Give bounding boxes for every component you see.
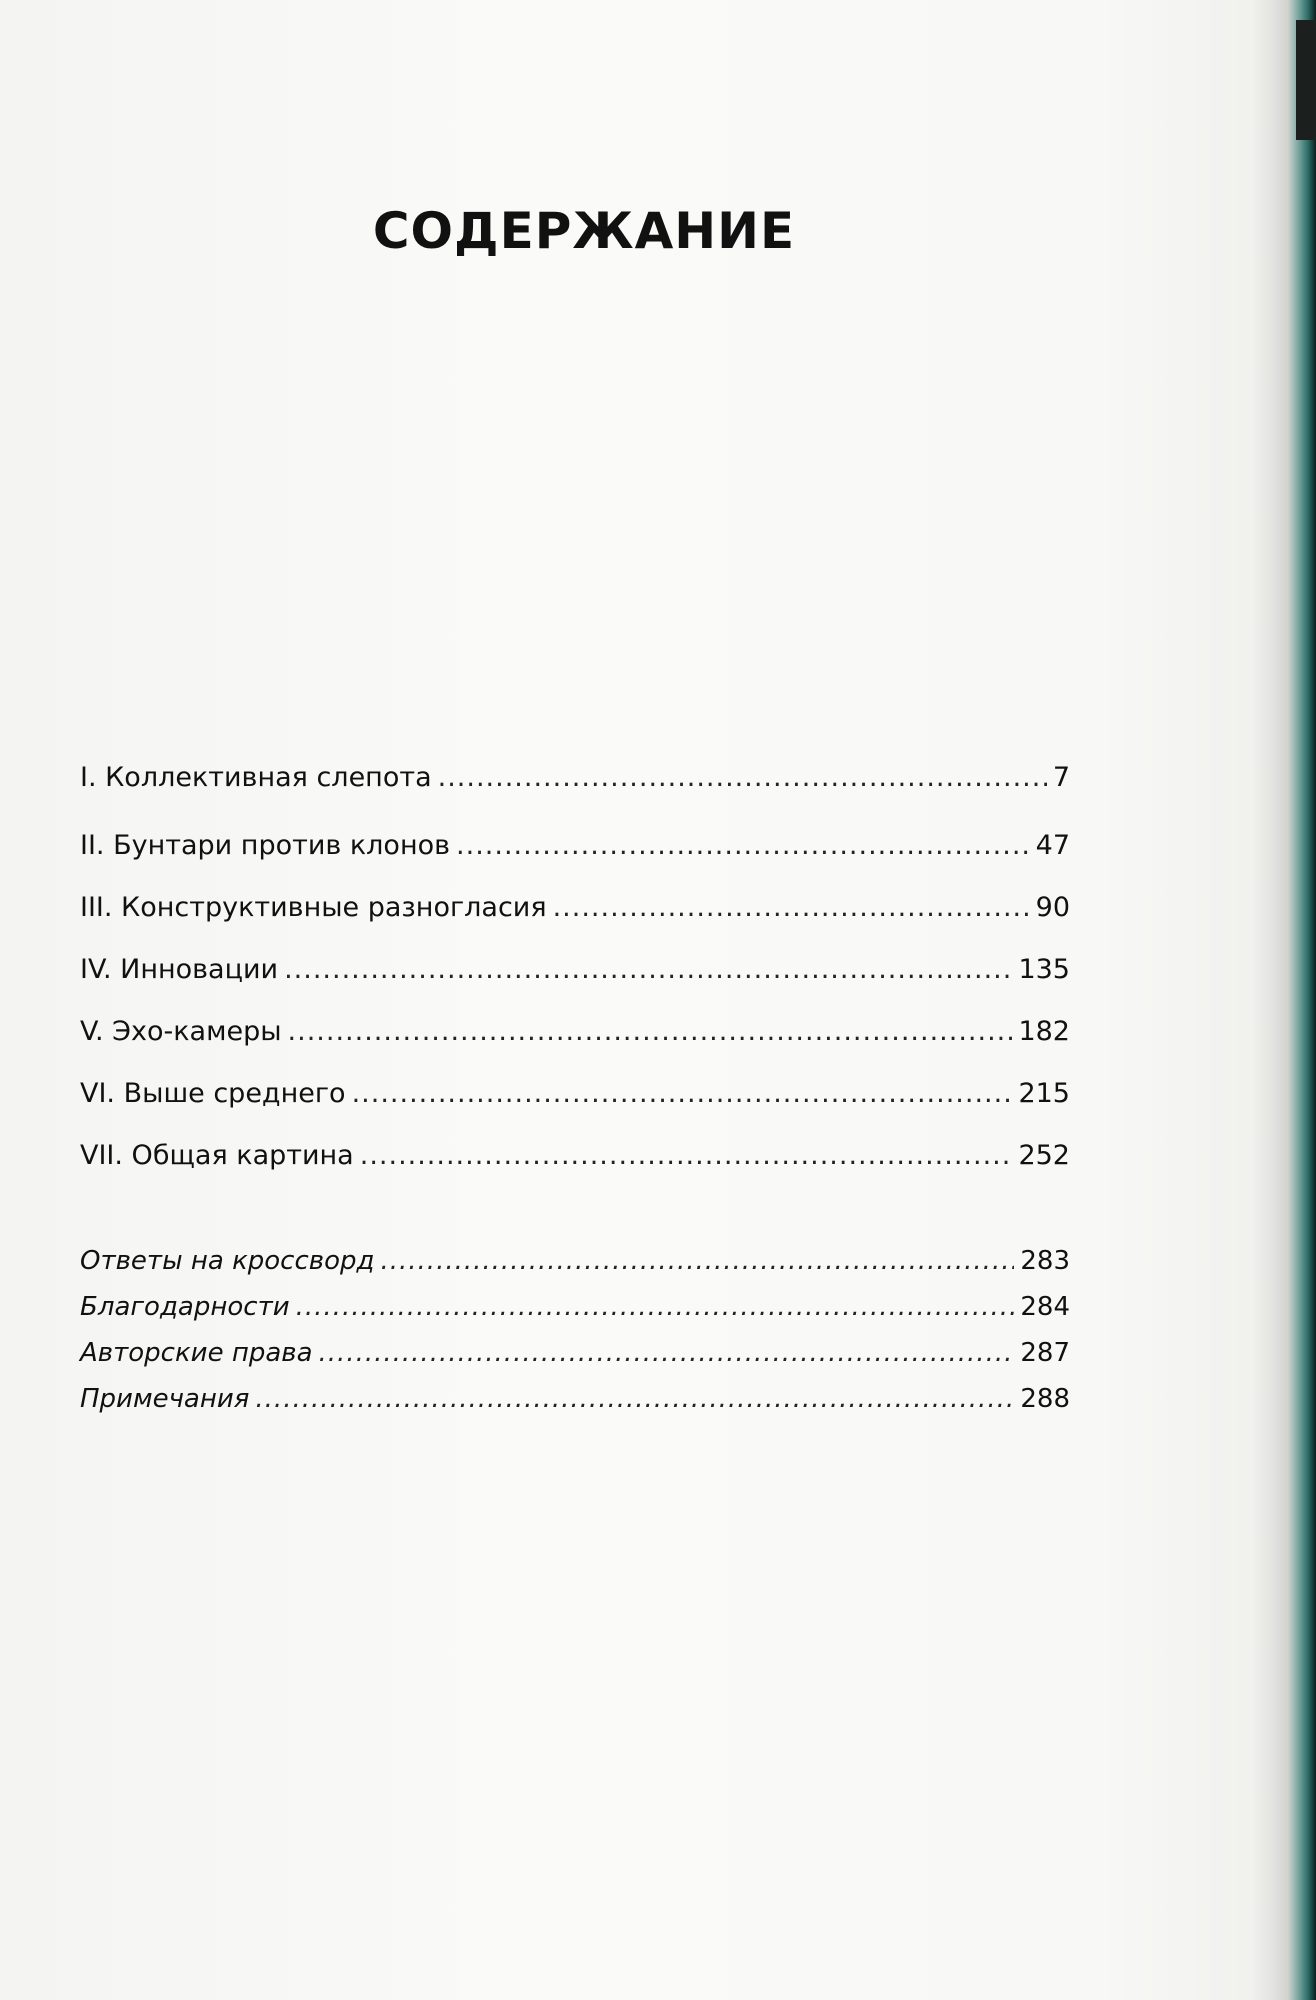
toc-entry-page: 215	[1018, 1078, 1070, 1109]
toc-entry-label: VI. Выше среднего	[80, 1078, 346, 1109]
dot-leader	[255, 1384, 1014, 1414]
toc-entry-label: V. Эхо-камеры	[80, 1016, 282, 1047]
toc-entry[interactable]	[80, 762, 1070, 793]
dot-leader	[284, 954, 1012, 985]
toc-entry-page: 90	[1035, 892, 1070, 923]
toc-entry-label: VII. Общая картина	[80, 1140, 354, 1171]
dot-leader	[319, 1338, 1015, 1368]
toc-entry-page: 283	[1020, 1246, 1070, 1276]
toc-entry-page: 47	[1035, 830, 1070, 861]
toc-entry-page: 287	[1020, 1338, 1070, 1368]
toc-entry-page: 7	[1052, 762, 1070, 793]
toc-entry-label: Благодарности	[80, 1292, 290, 1322]
toc-entry-page: 252	[1018, 1140, 1070, 1171]
dot-leader	[438, 762, 1047, 793]
dot-leader	[553, 892, 1030, 923]
toc-entry[interactable]	[80, 954, 1070, 985]
toc-back-matter-entry[interactable]	[80, 1338, 1070, 1368]
page-gutter-shadow	[1252, 0, 1288, 2000]
toc-entry-label: IV. Инновации	[80, 954, 279, 985]
dot-leader	[456, 830, 1030, 861]
dot-leader	[352, 1078, 1013, 1109]
toc-entry-page: 135	[1018, 954, 1070, 985]
toc-entry-page: 288	[1020, 1384, 1070, 1414]
toc-entry-page: 182	[1018, 1016, 1070, 1047]
toc-entry[interactable]	[80, 892, 1070, 923]
toc-entry-label: Авторские права	[80, 1338, 313, 1368]
dot-leader	[288, 1016, 1013, 1047]
toc-back-matter-entry[interactable]	[80, 1246, 1070, 1276]
dot-leader	[296, 1292, 1015, 1322]
toc-entry[interactable]	[80, 1078, 1070, 1109]
book-cover-edge	[1296, 20, 1316, 140]
toc-entry-label: Примечания	[80, 1384, 250, 1414]
toc-entry[interactable]	[80, 1016, 1070, 1047]
toc-entry-page: 284	[1020, 1292, 1070, 1322]
toc-entry-label: I. Коллективная слепота	[80, 762, 432, 793]
toc-back-matter-entry[interactable]	[80, 1292, 1070, 1322]
toc-entry-label: II. Бунтари против клонов	[80, 830, 451, 861]
toc-entry[interactable]	[80, 1140, 1070, 1171]
toc-back-matter-entry[interactable]	[80, 1384, 1070, 1414]
dot-leader	[360, 1140, 1013, 1171]
toc-entry[interactable]	[80, 830, 1070, 861]
toc-entry-label: Ответы на кроссворд	[80, 1246, 375, 1276]
dot-leader	[380, 1246, 1014, 1276]
toc-entry-label: III. Конструктивные разногласия	[80, 892, 547, 923]
book-edge	[1288, 0, 1316, 2000]
page-title: СОДЕРЖАНИЕ	[372, 202, 796, 260]
